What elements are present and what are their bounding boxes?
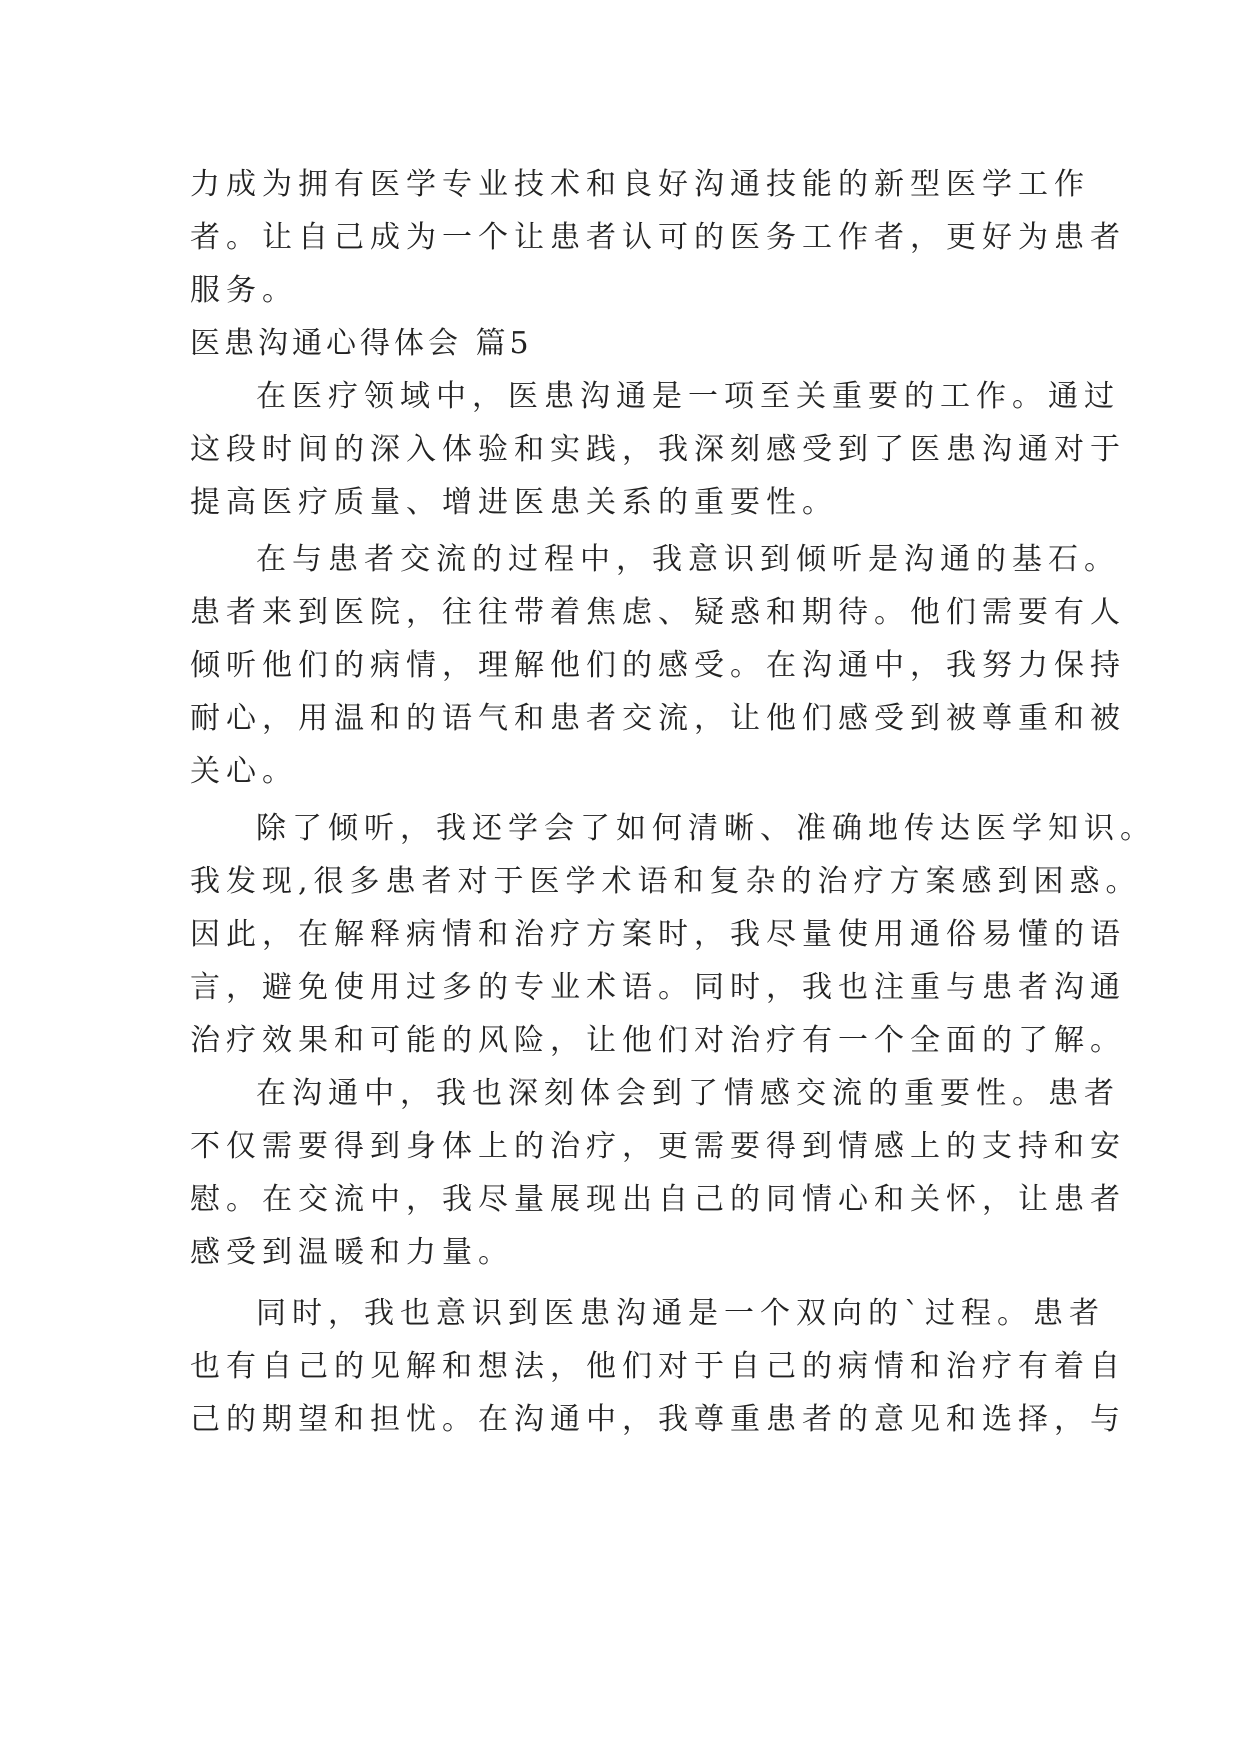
text-line: 因此，在解释病情和治疗方案时，我尽量使用通俗易懂的语 bbox=[190, 917, 1126, 952]
text-line: 治疗效果和可能的风险，让他们对治疗有一个全面的了解。 bbox=[190, 1023, 1126, 1058]
text-line: 我发现,很多患者对于医学术语和复杂的治疗方案感到困惑。 bbox=[190, 864, 1142, 899]
text-line: 者。让自己成为一个让患者认可的医务工作者，更好为患者 bbox=[190, 220, 1126, 255]
text-line: 言，避免使用过多的专业术语。同时，我也注重与患者沟通 bbox=[190, 970, 1126, 1005]
text-line: 倾听他们的病情，理解他们的感受。在沟通中，我努力保持 bbox=[190, 648, 1126, 683]
text-line: 慰。在交流中，我尽量展现出自己的同情心和关怀，让患者 bbox=[190, 1182, 1126, 1217]
text-line: 关心。 bbox=[190, 754, 298, 789]
text-line: 己的期望和担忧。在沟通中，我尊重患者的意见和选择，与 bbox=[190, 1402, 1126, 1437]
text-line: 提高医疗质量、增进医患关系的重要性。 bbox=[190, 485, 838, 520]
paragraph-first-line: 在沟通中，我也深刻体会到了情感交流的重要性。患者 bbox=[256, 1076, 1120, 1111]
text-line: 患者来到医院，往往带着焦虑、疑惑和期待。他们需要有人 bbox=[190, 595, 1126, 630]
paragraph-first-line: 在与患者交流的过程中，我意识到倾听是沟通的基石。 bbox=[256, 542, 1120, 577]
document-body bbox=[190, 158, 1156, 1446]
text-line: 力成为拥有医学专业技术和良好沟通技能的新型医学工作 bbox=[190, 167, 1090, 202]
section-heading: 医患沟通心得体会 篇5 bbox=[190, 326, 533, 361]
paragraph-first-line: 除了倾听，我还学会了如何清晰、准确地传达医学知识。 bbox=[256, 811, 1156, 846]
text-line: 也有自己的见解和想法，他们对于自己的病情和治疗有着自 bbox=[190, 1349, 1126, 1384]
paragraph-first-line: 同时，我也意识到医患沟通是一个双向的`过程。患者 bbox=[256, 1296, 1105, 1331]
text-line: 耐心，用温和的语气和患者交流，让他们感受到被尊重和被 bbox=[190, 701, 1126, 736]
text-line: 这段时间的深入体验和实践，我深刻感受到了医患沟通对于 bbox=[190, 432, 1126, 467]
text-line: 感受到温暖和力量。 bbox=[190, 1235, 514, 1270]
paragraph-first-line: 在医疗领域中，医患沟通是一项至关重要的工作。通过 bbox=[256, 379, 1120, 414]
text-line: 不仅需要得到身体上的治疗，更需要得到情感上的支持和安 bbox=[190, 1129, 1126, 1164]
text-line: 服务。 bbox=[190, 273, 298, 308]
